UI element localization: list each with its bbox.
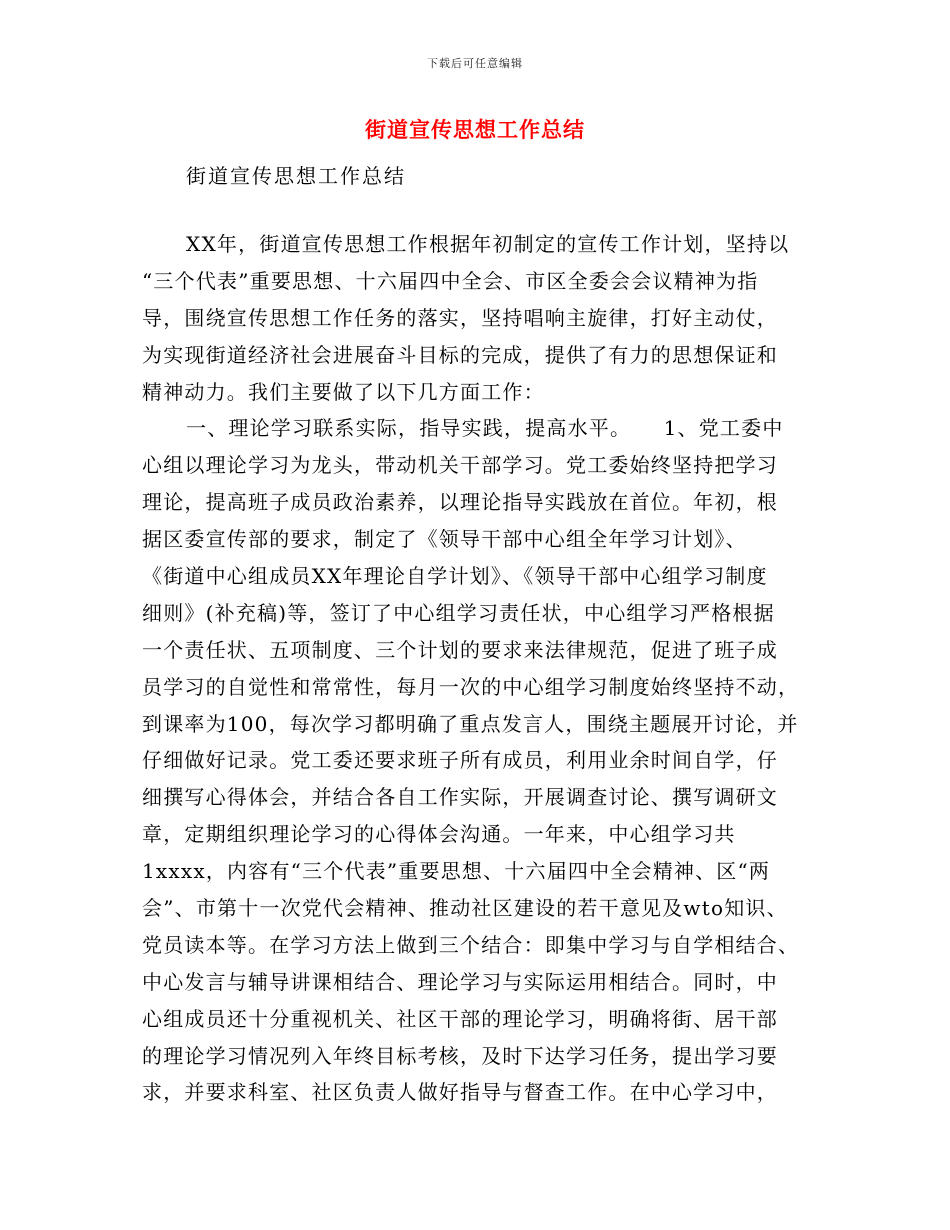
text-line: 心组以理论学习为龙头，带动机关干部学习。党工委始终坚持把学习 bbox=[142, 453, 778, 478]
text-line: 的理论学习情况列入年终目标考核，及时下达学习任务，提出学习要 bbox=[142, 1043, 778, 1068]
text-line: 党员读本等。在学习方法上做到三个结合：即集中学习与自学相结合、 bbox=[142, 932, 800, 957]
text-line: 到课率为100，每次学习都明确了重点发言人，围绕主题展开讨论，并 bbox=[142, 711, 799, 736]
document-title: 街道宣传思想工作总结 bbox=[365, 118, 585, 142]
text-line: 仔细做好记录。党工委还要求班子所有成员，利用业余时间自学，仔 bbox=[142, 748, 778, 773]
text-line: 细撰写心得体会，并结合各自工作实际，开展调查讨论、撰写调研文 bbox=[142, 785, 778, 810]
text-line: 中心发言与辅导讲课相结合、理论学习与实际运用相结合。同时，中 bbox=[142, 969, 778, 994]
text-line: 心组成员还十分重视机关、社区干部的理论学习，明确将街、居干部 bbox=[142, 1006, 778, 1031]
text-line: 员学习的自觉性和常常性，每月一次的中心组学习制度始终坚持不动， bbox=[142, 674, 800, 699]
text-line: XX年，街道宣传思想工作根据年初制定的宣传工作计划，坚持以 bbox=[186, 232, 790, 256]
text-line: 细则》(补充稿)等，签订了中心组学习责任状，中心组学习严格根据 bbox=[142, 600, 775, 625]
text-line: 理论，提高班子成员政治素养，以理论指导实践放在首位。年初，根 bbox=[142, 490, 778, 515]
text-line: 1xxxx，内容有“三个代表”重要思想、十六届四中全会精神、区“两 bbox=[142, 859, 771, 884]
document-subtitle: 街道宣传思想工作总结 bbox=[186, 164, 406, 188]
text-line: 会”、市第十一次党代会精神、推动社区建设的若干意见及wto知识、 bbox=[142, 896, 788, 921]
text-line: 精神动力。我们主要做了以下几方面工作： bbox=[142, 379, 545, 404]
text-line: 一、理论学习联系实际，指导实践，提高水平。 1、党工委中 bbox=[186, 416, 784, 441]
text-line: 为实现街道经济社会进展奋斗目标的完成，提供了有力的思想保证和 bbox=[142, 342, 778, 367]
header-note: 下载后可任意编辑 bbox=[427, 57, 523, 70]
text-line: 章，定期组织理论学习的心得体会沟通。一年来，中心组学习共 bbox=[142, 822, 736, 847]
body-text bbox=[142, 226, 812, 1111]
text-line: 《街道中心组成员XX年理论自学计划》、《领导干部中心组学习制度 bbox=[142, 564, 768, 589]
text-line: 据区委宣传部的要求，制定了《领导干部中心组全年学习计划》、 bbox=[142, 527, 747, 552]
text-line: “三个代表”重要思想、十六届四中全会、市区全委会会议精神为指 bbox=[142, 268, 759, 293]
text-line: 导，围绕宣传思想工作任务的落实，坚持唱响主旋律，打好主动仗， bbox=[142, 305, 778, 330]
text-line: 一个责任状、五项制度、三个计划的要求来法律规范，促进了班子成 bbox=[142, 637, 778, 662]
text-line: 求，并要求科室、社区负责人做好指导与督查工作。在中心学习中， bbox=[142, 1080, 778, 1105]
